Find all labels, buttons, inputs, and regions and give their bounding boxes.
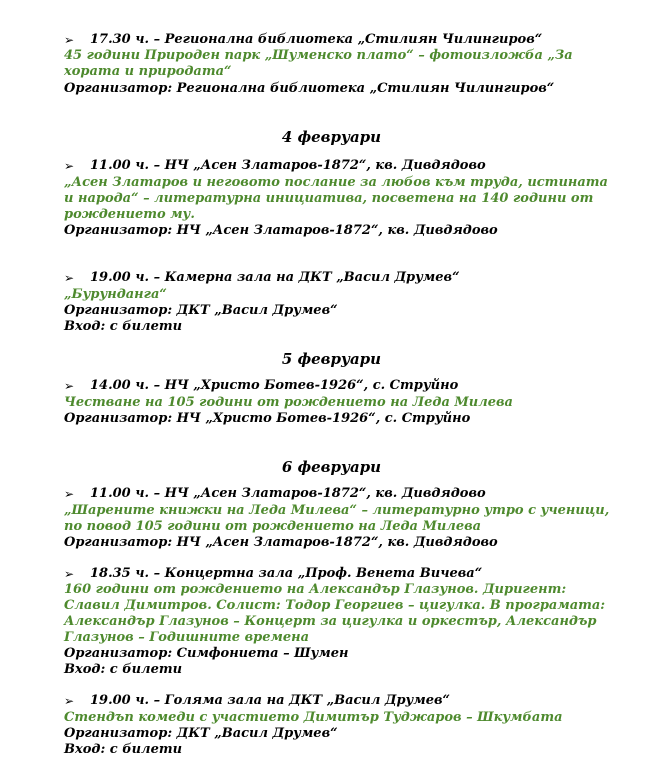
event-organizer: Организатор: НЧ „Христо Ботев-1926“, с. Струйно — [64, 411, 471, 426]
event-description: Честване на 105 години от рождението на Леда Милева — [64, 395, 513, 410]
event-description: рождението му. — [64, 207, 195, 222]
event-description: по повод 105 години от рождението на Леда Милева — [64, 519, 482, 534]
event-description: и народа“ – литературна инициатива, посветена на 140 години от — [64, 191, 594, 206]
event-organizer: Организатор: НЧ „Асен Златаров-1872“, кв. Дивдядово — [64, 535, 498, 550]
event-entry: Вход: с билети — [64, 742, 183, 757]
bullet-arrow-icon: ➢ — [64, 379, 75, 393]
bullet-arrow-icon: ➢ — [64, 159, 75, 173]
bullet-arrow-icon: ➢ — [64, 33, 75, 47]
event-entry: Вход: с билети — [64, 319, 183, 334]
event-organizer: Организатор: Регионална библиотека „Стилиян Чилингиров“ — [64, 81, 555, 96]
event-entry: Вход: с билети — [64, 662, 183, 677]
event-organizer: Организатор: Симфониета – Шумен — [64, 646, 349, 661]
event-organizer: Организатор: НЧ „Асен Златаров-1872“, кв. Дивдядово — [64, 223, 498, 238]
bullet-arrow-icon: ➢ — [64, 567, 75, 581]
event-heading: 11.00 ч. – НЧ „Асен Златаров-1872“, кв. Дивдядово — [90, 158, 486, 173]
day-heading: 5 февруари — [281, 350, 382, 368]
event-heading: 14.00 ч. – НЧ „Христо Ботев-1926“, с. Струйно — [90, 378, 459, 393]
event-description: Глазунов – Годишните времена — [64, 630, 310, 645]
event-heading: 19.00 ч. – Камерна зала на ДКТ „Васил Друмев“ — [90, 270, 460, 285]
bullet-arrow-icon: ➢ — [64, 694, 75, 708]
event-description: Александър Глазунов – Концерт за цигулка и оркестър, Александър — [64, 614, 597, 629]
event-description: 45 години Природен парк „Шуменско плато“ – фотоизложба „За — [64, 48, 573, 63]
bullet-arrow-icon: ➢ — [64, 271, 75, 285]
event-organizer: Организатор: ДКТ „Васил Друмев“ — [64, 303, 338, 318]
event-heading: 19.00 ч. – Голяма зала на ДКТ „Васил Друмев“ — [90, 693, 450, 708]
event-heading: 17.30 ч. – Регионална библиотека „Стилиян Чилингиров“ — [90, 32, 543, 47]
day-heading: 6 февруари — [281, 458, 382, 476]
event-description: Славил Димитров. Солист: Тодор Георгиев – цигулка. В програмата: — [64, 598, 606, 613]
event-description: „Бурунданга“ — [64, 287, 167, 302]
event-organizer: Организатор: ДКТ „Васил Друмев“ — [64, 726, 338, 741]
event-description: Стендъп комеди с участието Димитър Туджаров – Шкумбата — [64, 710, 563, 725]
day-heading: 4 февруари — [281, 128, 382, 146]
event-heading: 18.35 ч. – Концертна зала „Проф. Венета Вичева“ — [90, 566, 483, 581]
event-description: 160 години от рождението на Александър Глазунов. Диригент: — [64, 582, 567, 597]
event-heading: 11.00 ч. – НЧ „Асен Златаров-1872“, кв. Дивдядово — [90, 486, 486, 501]
event-description: хората и природата“ — [64, 64, 232, 79]
event-description: „Асен Златаров и неговото послание за любов към труда, истината — [64, 175, 608, 190]
event-description: „Шарените книжки на Леда Милева“ – литературно утро с ученици, — [64, 503, 610, 518]
bullet-arrow-icon: ➢ — [64, 487, 75, 501]
